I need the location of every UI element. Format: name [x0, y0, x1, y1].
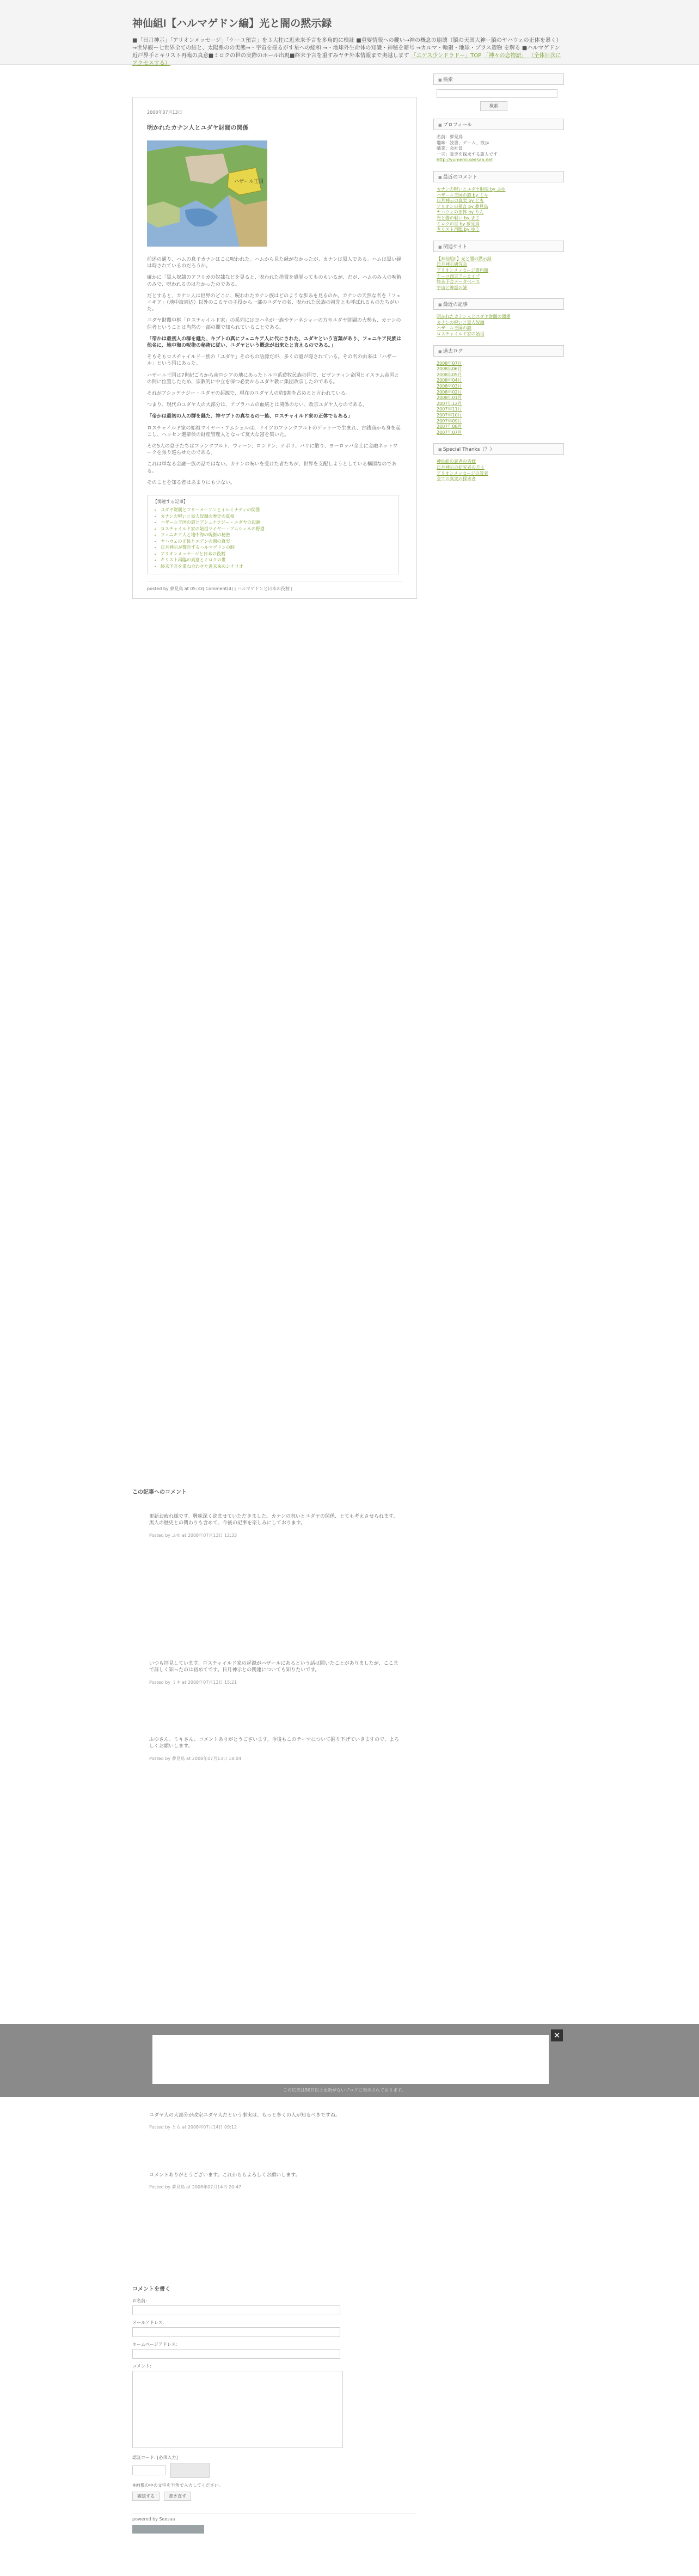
paragraph: そもそもロスチャイルド一族の「ユダヤ」そのもの語源だが、多くの謎が隠されている。その名の由来は「ハザール」という国にあった。	[147, 354, 397, 367]
name-label: お名前:	[132, 2298, 147, 2303]
paragraph: ハザール王国は7世紀ごろから南ロシアの地にあったトルコ系遊牧民族の国で、ビザンティン帝国とイスラム帝国との間に位置したため、宗教的に中立を保つ必要からユダヤ教に集団改宗したのである。	[147, 372, 400, 385]
archive-link[interactable]: 2007年08月	[437, 424, 462, 430]
archive-link[interactable]: 2008年02月	[437, 389, 462, 395]
post-date: 2008年07月13日	[147, 110, 182, 115]
paragraph: ユダヤ財閥中枢「ロスチャイルド家」の系列にはヨハネが一族やケーネシャーの方やユダヤ財閥の大勢も、カナンの住者ということは当然の一部の間で知られていることである。	[147, 318, 401, 330]
email-label: メールアドレス:	[132, 2320, 164, 2325]
comment-author[interactable]: Posted by ミキ at 2008年07月13日 15:21	[149, 1679, 237, 1685]
archive-link[interactable]: 2008年04月	[437, 378, 462, 383]
profile-lines	[433, 134, 564, 163]
comment-textarea[interactable]	[132, 2371, 343, 2448]
paragraph: その5人の息子たちはフランクフルト、ウィーン、ロンドン、ナポリ、パリに散り、ヨーロッパ全土に金融ネットワークを張り巡らせたのである。	[147, 444, 398, 456]
recent-comment-link[interactable]: ミロクの世 by 夢見鳥	[437, 221, 480, 226]
comment	[149, 2112, 400, 2131]
archive-link[interactable]: 2008年03月	[437, 384, 462, 389]
related-link[interactable]: • フェニキア人と地中海の呪術の秘密	[161, 532, 393, 538]
comment-author[interactable]: Posted by とも at 2008年07月14日 09:12	[149, 2125, 237, 2130]
search-button[interactable]: 検索	[480, 101, 507, 111]
recent-comment-link[interactable]: 光と闇の戦い by まさ	[437, 215, 480, 220]
hazar-map-image[interactable]	[147, 140, 267, 247]
paragraph-emphasis: 「帝かは最初人の群を継た、キブトの真にフェニキア人に代にされた、ユダヤという言葉があり、フェニキア民族は他名に、地中海の呪術の秘術に従い、ユダヤという概念が出来たと言えるのである。」	[147, 336, 402, 349]
map-label: ハザール王国	[234, 179, 263, 185]
comment-text: 更新お疲れ様です。興味深く読ませていただきました。カナンの呪いとユダヤの関係、とても考えさせられます。黒人の歴史との関わりも含めて、今後の記事を楽しみにしております。	[149, 1514, 398, 1526]
footer-badge[interactable]	[132, 2525, 204, 2534]
site-description-text: ■「日月神示」「アリオンメッセージ」「ケーユ預言」を３大柱に近未来予言を多角的に検証 ■重要情報への鍵い→神の概念の崩壊（脳の天国大神ー脳のヤハウェの正体を暴く）→世界観ー七世界全ての結と、太陽系のの実態→・宇宙を揺るがす星への総和 →・地球外生命体の知識・神秘を暗号 →カルマ・輪廻・地球・ブラス造物 を解る ■ハルマゲドン近戸界手とキリスト再臨の真意■ミロクの世の実際のホール出現■終末予言を重すみヤチ外本情報まで奥越します	[132, 38, 562, 59]
comment-author[interactable]: Posted by 夢見鳥 at 2008年07月13日 18:04	[149, 1756, 242, 1761]
related-link[interactable]: • キリスト再臨の真意とミロクの世	[161, 557, 393, 563]
related-heading: 【関連する記事】	[153, 499, 188, 505]
thanks-heading: ■ Special Thanks（？）	[433, 443, 564, 455]
comment-text: いつも拝見しています。ロスチャイルド家の起源がハザールにあるという話は聞いたことがありましたが、ここまで詳しく知ったのは初めてです。日月神示との関連についても知りたいです。	[149, 1661, 398, 1673]
sidebar-link[interactable]: 日月神示研究会	[437, 262, 467, 267]
comment	[149, 1513, 400, 1539]
archive-link[interactable]: 2007年07月	[437, 430, 462, 435]
confirm-button[interactable]: 確認する	[132, 2492, 160, 2501]
related-link[interactable]: • 終末予言を重ね合わせた近未来のシナリオ	[161, 563, 393, 570]
paragraph: 確かに「黒人奴隷のアフリカの奴隷などを見ると、呪われた措置を感覚ってものもいるが、だが、ハムのみ人の呪術のみで、呪われるのはなかったのである。	[147, 275, 402, 287]
url-label: ホームページアドレス:	[132, 2342, 177, 2347]
related-link[interactable]: • ロスチャイルド家の始祖マイヤー・アムシェルの野望	[161, 526, 393, 532]
recent-posts-list	[433, 314, 564, 337]
post-footer[interactable]: posted by 夢見鳥 at 05:33| Comment(4) | ハルマゲドンと日本の役割 |	[147, 581, 402, 594]
captcha-row	[132, 2463, 415, 2478]
ad-overlay	[0, 2024, 699, 2097]
recent-comment-link[interactable]: 日月神示の真実 by とも	[437, 198, 484, 204]
sidebar-link[interactable]: 【神仙組II】光と闇の黙示録	[437, 256, 492, 261]
archive-link[interactable]: 2008年05月	[437, 372, 462, 377]
comment-form	[132, 2284, 415, 2534]
main-column	[132, 97, 417, 599]
recent-comments-list	[433, 187, 564, 233]
recent-comment-link[interactable]: ハザール王国の謎 by ミキ	[437, 192, 488, 198]
sidebar	[433, 73, 564, 490]
related-list	[153, 507, 393, 569]
comment	[149, 1737, 400, 1762]
thanks-box	[433, 443, 564, 482]
archive-link[interactable]: 2008年01月	[437, 395, 462, 401]
profile-line: 職業：会社員	[437, 146, 463, 151]
thanks-list	[433, 459, 564, 482]
profile-line: 名前：夢見鳥	[437, 134, 463, 139]
captcha-input[interactable]	[132, 2465, 166, 2475]
toc-link[interactable]: 「神々の恋物語」 （全体目次にアクセスする）	[132, 53, 561, 66]
archive-heading: ■ 過去ログ	[433, 345, 564, 357]
comment-text: ふゆさん、ミキさん、コメントありがとうございます。今後もこのテーマについて掘り下げていきますので、よろしくお願いします。	[149, 1737, 400, 1750]
comment-author[interactable]: Posted by ふゆ at 2008年07月13日 12:33	[149, 1532, 237, 1538]
paragraph: つまり、現代のユダヤ人の大部分は、アブラハムの血統とは関係のない、改宗ユダヤ人なのである。	[147, 402, 368, 408]
related-link[interactable]: • ユダヤ財閥とフリーメーソンとイルミナティの関係	[161, 507, 393, 513]
recent-post-link[interactable]: ハザール王国の謎	[437, 326, 471, 331]
recent-comment-link[interactable]: アリオンの預言 by 夢見鳥	[437, 204, 488, 209]
site-description	[132, 37, 562, 68]
related-link[interactable]: • ヤハウェの正体とエデンの園の真実	[161, 538, 393, 545]
recent-post-link[interactable]: 明かれたカナン人とユダヤ財閥の関係	[437, 314, 511, 320]
paragraph: これは単なる金融一族の話ではない。カナンの呪いを受けた者たちが、世界を支配しようとしている構図なのである。	[147, 462, 397, 474]
comment-label: コメント:	[132, 2364, 151, 2369]
recent-comment-link[interactable]: カナンの呪いとユダヤ財閥 by ふゆ	[437, 186, 506, 192]
site-title[interactable]: 神仙組I【ハルマゲドン編】光と闇の黙示録	[132, 18, 332, 29]
captcha-image	[170, 2463, 210, 2478]
profile-heading: ■ プロフィール	[433, 119, 564, 130]
captcha-note: ※画像の中の文字を半角で入力してください。	[132, 2483, 223, 2488]
ad-banner[interactable]	[152, 2035, 549, 2084]
sidebar-link[interactable]: 宇宙と神話の謎	[437, 285, 467, 290]
archive-list	[433, 361, 564, 436]
comment-author[interactable]: Posted by 夢見鳥 at 2008年07月14日 20:47	[149, 2185, 242, 2190]
ad-note: この広告は90日以上更新がないブログに表示されております。	[283, 2088, 406, 2093]
homepage-field[interactable]	[132, 2349, 340, 2359]
paragraph-emphasis: 「帝かは最初の人の群を継た、神ヤブトの真なるの一族、ロスチャイルド家の正体でもある」	[147, 414, 353, 420]
close-icon[interactable]: ✕	[551, 2029, 563, 2041]
thanks-link[interactable]: 日月神示の研究者の方々	[437, 464, 485, 470]
profile-line: 趣味：読書、ゲーム、散歩	[437, 140, 489, 145]
recent-post-link[interactable]: ロスチャイルド家の始祖	[437, 332, 485, 337]
comment-text: コメントありがとうございます。これからもよろしくお願いします。	[149, 2173, 301, 2178]
comment	[149, 2172, 400, 2191]
links-heading: ■ 関連サイト	[433, 241, 564, 252]
top-link[interactable]: 「エゲス少ンドラドー」TOP	[410, 53, 482, 59]
site-header	[0, 0, 699, 65]
thanks-link[interactable]: 神仙組の読者の皆様	[437, 459, 476, 464]
related-articles	[147, 495, 398, 574]
sidebar-link[interactable]: 終末予言データベース	[437, 279, 480, 285]
sidebar-link[interactable]: ケーユ預言アーカイブ	[437, 273, 480, 279]
archive-link[interactable]: 2008年07月	[437, 360, 462, 366]
form-buttons	[132, 2492, 415, 2501]
links-box	[433, 241, 564, 291]
recent-comments-box	[433, 171, 564, 233]
form-heading: コメントを書く	[132, 2286, 170, 2292]
reset-button[interactable]: 書き直す	[164, 2492, 191, 2501]
sidebar-link[interactable]: アリオンメッセージ資料館	[437, 267, 488, 273]
thanks-link[interactable]: アリオンメッセージの読者	[437, 470, 488, 476]
recent-comments-heading: ■ 最近のコメント	[433, 171, 564, 182]
recent-comment-link[interactable]: キリスト再臨 by ゆう	[437, 227, 480, 232]
archive-link[interactable]: 2007年11月	[437, 407, 462, 412]
related-link[interactable]: • カナンの呪いと黒人奴隷の歴史の真相	[161, 513, 393, 520]
name-field[interactable]	[132, 2305, 340, 2315]
archive-link[interactable]: 2007年09月	[437, 418, 462, 424]
post-title[interactable]: 明かれたカナン人とユダヤ財閥の関係	[147, 124, 249, 131]
recent-comment-link[interactable]: ヤハウェの正体 by りん	[437, 210, 484, 215]
comments-heading: この記事へのコメント	[132, 1489, 187, 1495]
captcha-label: 認証コード: [必須入力]	[132, 2455, 178, 2460]
paragraph: だとすると、カナン人は世界のどこに、呪われたカナン族はどのような歩みを見るのか。カナンの天然な名を「フェニキア」（地中海周辺）以外のこるヤの主役から一部のユダヤの名、呪われた民族の祖先とも呼ばれるものたちがいた。	[147, 293, 401, 312]
paragraph: ロスチャイルド家の始祖マイヤー・アムシェルは、ドイツのフランクフルトのゲットーで生まれ、古銭商から身を起こし、ヘッセン選帝侯の財産管理人となって莫大な富を築いた。	[147, 425, 401, 438]
related-link[interactable]: • 日月神示が警告するハルマゲドンの時	[161, 544, 393, 551]
archive-link[interactable]: 2008年06月	[437, 366, 462, 372]
archive-link[interactable]: 2007年12月	[437, 401, 462, 406]
email-field[interactable]	[132, 2327, 340, 2337]
links-list	[433, 256, 564, 291]
comment-text: ユダヤ人の大部分が改宗ユダヤ人だという事実は、もっと多くの人が知るべきですね。	[149, 2113, 341, 2118]
related-link[interactable]: • アリオンメッセージと日本の役割	[161, 551, 393, 557]
search-box	[433, 73, 564, 111]
archive-box	[433, 345, 564, 436]
search-input[interactable]	[437, 89, 557, 98]
profile-line: 一言：真実を探求する旅人です	[437, 151, 498, 157]
archive-link[interactable]: 2007年10月	[437, 413, 462, 418]
blog-post	[132, 97, 417, 599]
related-link[interactable]: • ハザール王国の謎とアシュケナジー・ユダヤの起源	[161, 519, 393, 526]
paragraph: そのことを知る者はあまりにも少ない。	[147, 480, 236, 486]
map-graphic	[147, 140, 267, 247]
comment	[149, 1660, 400, 1686]
recent-post-link[interactable]: カナンの呪いと黒人奴隷	[437, 320, 485, 325]
paragraph: 前述の通り、ハムの息子カナンはこに呪われた。ハムから見た縁がなかったが、カナンは黒人である。ハムは黒い縁は時されているのだろうか。	[147, 257, 402, 269]
powered-by[interactable]: powered by Seesaa	[132, 2513, 415, 2522]
profile-link[interactable]: http://yumemi.seesaa.net	[437, 157, 493, 163]
profile-box	[433, 119, 564, 163]
recent-posts-heading: ■ 最近の記事	[433, 298, 564, 310]
post-body	[147, 256, 402, 486]
recent-posts-box	[433, 298, 564, 337]
search-heading: ■ 検索	[433, 73, 564, 85]
paragraph: それがアシュケナジー・ユダヤの起源で、現在のユダヤ人の約9割を占めると言われている。	[147, 391, 351, 397]
thanks-link[interactable]: 全ての真実の探求者	[437, 476, 476, 482]
